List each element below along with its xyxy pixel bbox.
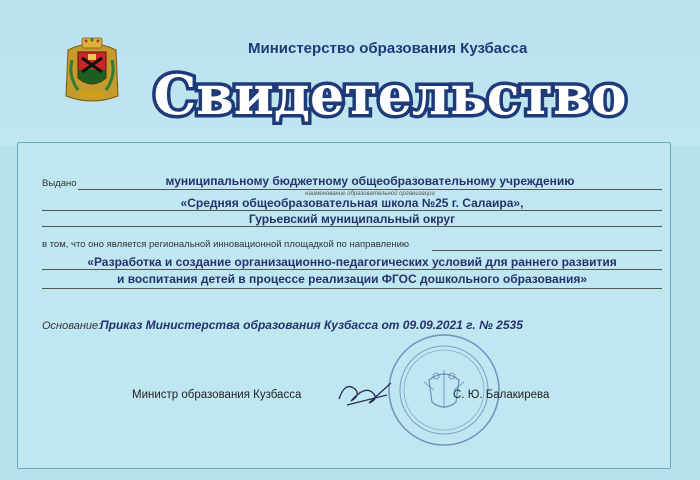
underline bbox=[42, 288, 662, 289]
basis-label: Основание: bbox=[42, 320, 102, 332]
direction-label: в том, что оно является региональной инновационной площадкой по направлению bbox=[42, 239, 410, 250]
signatory-role: Министр образования Кузбасса bbox=[132, 389, 302, 401]
direction-line-1: «Разработка и создание организационно-педагогических условий для раннего развития bbox=[87, 255, 617, 269]
kuzbass-coat-of-arms-icon bbox=[60, 36, 124, 106]
issued-line-3: Гурьевский муниципальный округ bbox=[248, 212, 456, 226]
certificate-title-text: Свидетельство bbox=[153, 63, 627, 127]
issued-line-2: «Средняя общеобразовательная школа №25 г. Салаира», bbox=[180, 196, 524, 210]
signatory-name: С. Ю. Балакирева bbox=[453, 389, 550, 401]
direction-line-2: и воспитания детей в процессе реализации ФГОС дошкольного образования» bbox=[116, 272, 587, 286]
underline bbox=[42, 226, 662, 227]
underline bbox=[42, 210, 662, 211]
underline bbox=[78, 189, 662, 190]
underline bbox=[42, 269, 662, 270]
ministry-heading: Министерство образования Кузбасса bbox=[248, 40, 528, 57]
issued-label: Выдано bbox=[42, 178, 77, 189]
underline bbox=[432, 250, 662, 251]
signature-icon bbox=[335, 375, 395, 411]
issued-line-1: муниципальному бюджетному общеобразовательному учреждению bbox=[165, 174, 575, 188]
certificate-title bbox=[150, 60, 630, 130]
basis-value: Приказ Министерства образования Кузбасса от 09.09.2021 г. № 2535 bbox=[100, 318, 523, 332]
issued-caption: наименование образовательной организации bbox=[305, 191, 435, 197]
